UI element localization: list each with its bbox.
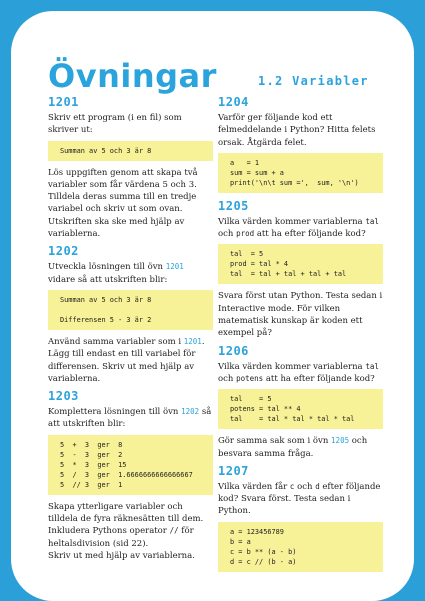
variable-name: c (289, 481, 295, 491)
text: så att utskriften blir: (48, 407, 212, 430)
exercise-1203 (48, 389, 213, 562)
variable-name: prod (236, 229, 255, 239)
exercise-intro (218, 481, 383, 518)
text: och (294, 481, 316, 492)
variable-name: potens (236, 373, 264, 383)
exercise-number: 1206 (218, 343, 249, 358)
text: för heltalsdivision (sid 22). (48, 526, 194, 549)
text: Komplettera lösningen till övn (48, 407, 182, 418)
text: Utveckla lösningen till övn (48, 262, 166, 273)
text: vidare så att utskriften blir: (48, 274, 168, 285)
code-block: tal = 5 potens = tal ** 4 tal = tal * tal * tal * tal (218, 389, 383, 429)
text: att ha efter följande kod? (263, 373, 375, 384)
exercise-1207 (218, 464, 383, 572)
exercise-1206 (218, 344, 383, 460)
exercise-body: Svara först utan Python. Testa sedan i Interactive mode. För vilken matematisk kunskap är koden ett exempel på? (218, 291, 383, 339)
code-block: a = 123456789 b = a c = b ** (a - b) d = c // (b - a) (218, 522, 383, 572)
code-block: a = 1 sum = sum + a print('\n\t sum =', sum, '\n') (218, 153, 383, 193)
exercise-number: 1205 (218, 198, 249, 213)
text: Skapa ytterligare variabler och tilldela de fyra räknesätten till dem. (48, 501, 204, 525)
section-title: 1.2 Variabler (258, 74, 369, 88)
text: att ha efter följande kod? (254, 229, 366, 240)
page-title: Övningar (48, 57, 217, 95)
exercise-1205 (218, 199, 383, 340)
exercise-intro (218, 361, 383, 386)
text: Vilka värden får (218, 481, 290, 492)
exercise-1201 (48, 95, 213, 240)
exercise-reference: 1201 (165, 262, 184, 272)
text: och besvara samma fråga. (218, 436, 368, 459)
exercise-number: 1202 (48, 244, 79, 259)
right-column (218, 95, 383, 578)
code-block: tal = 5 prod = tal * 4 tal = tal + tal + tal + tal (218, 244, 383, 284)
exercise-body (48, 336, 213, 385)
exercise-body (218, 435, 383, 460)
variable-name: tal (365, 361, 379, 371)
exercise-1202 (48, 244, 213, 385)
exercise-reference: 1205 (331, 436, 350, 446)
left-column (48, 95, 213, 562)
exercise-reference: 1201 (183, 336, 202, 346)
code-block: 5 + 3 ger 8 5 - 3 ger 2 5 * 3 ger 15 5 / 3 ger 1.6666666666666667 5 // 3 ger 1 (48, 435, 213, 495)
exercise-body (48, 501, 213, 562)
code-block: Summan av 5 och 3 är 8 (48, 141, 213, 161)
text: Skriv ut med hjälp av variablerna. (48, 550, 195, 561)
exercise-body: Lös uppgiften genom att skapa två variabler som får värdena 5 och 3. Tilldela deras summa till en tredje variabel och skriv ut som ovan. Utskriften ska ske med hjälp av variablerna. (48, 167, 198, 240)
text: och (218, 229, 237, 240)
text: och (218, 373, 237, 384)
text: Vilka värden kommer variablerna (218, 361, 366, 372)
text: . Lägg till endast en till variabel för differensen. Skriv ut med hjälp av variablerna. (48, 336, 205, 384)
exercise-number: 1203 (48, 389, 79, 404)
text: efter följande kod? Svara först. Testa sedan i Python. (218, 481, 381, 517)
variable-name: tal (365, 216, 379, 226)
text: Använd samma variabler som i (48, 336, 184, 347)
exercise-intro (218, 216, 383, 241)
exercise-1204 (218, 95, 383, 193)
operator: // (169, 526, 179, 536)
code-block: Summan av 5 och 3 är 8 Differensen 5 - 3 är 2 (48, 290, 213, 330)
exercise-reference: 1202 (181, 407, 200, 417)
text: Inkludera Pythons operator (48, 526, 170, 537)
exercise-intro (48, 406, 213, 431)
exercise-number: 1207 (218, 463, 249, 478)
exercise-intro (48, 261, 213, 286)
variable-name: d (315, 481, 320, 491)
exercise-intro: Varför ger följande kod ett felmeddelande i Python? Hitta felets orsak. Åtgärda felet. (218, 113, 376, 148)
exercise-number: 1204 (218, 95, 249, 109)
text: Vilka värden kommer variablerna (218, 216, 366, 227)
exercise-intro: Skriv ett program (i en fil) som skriver ut: (48, 113, 182, 136)
exercise-number: 1201 (48, 95, 79, 109)
text: Gör samma sak som i övn (218, 436, 332, 447)
